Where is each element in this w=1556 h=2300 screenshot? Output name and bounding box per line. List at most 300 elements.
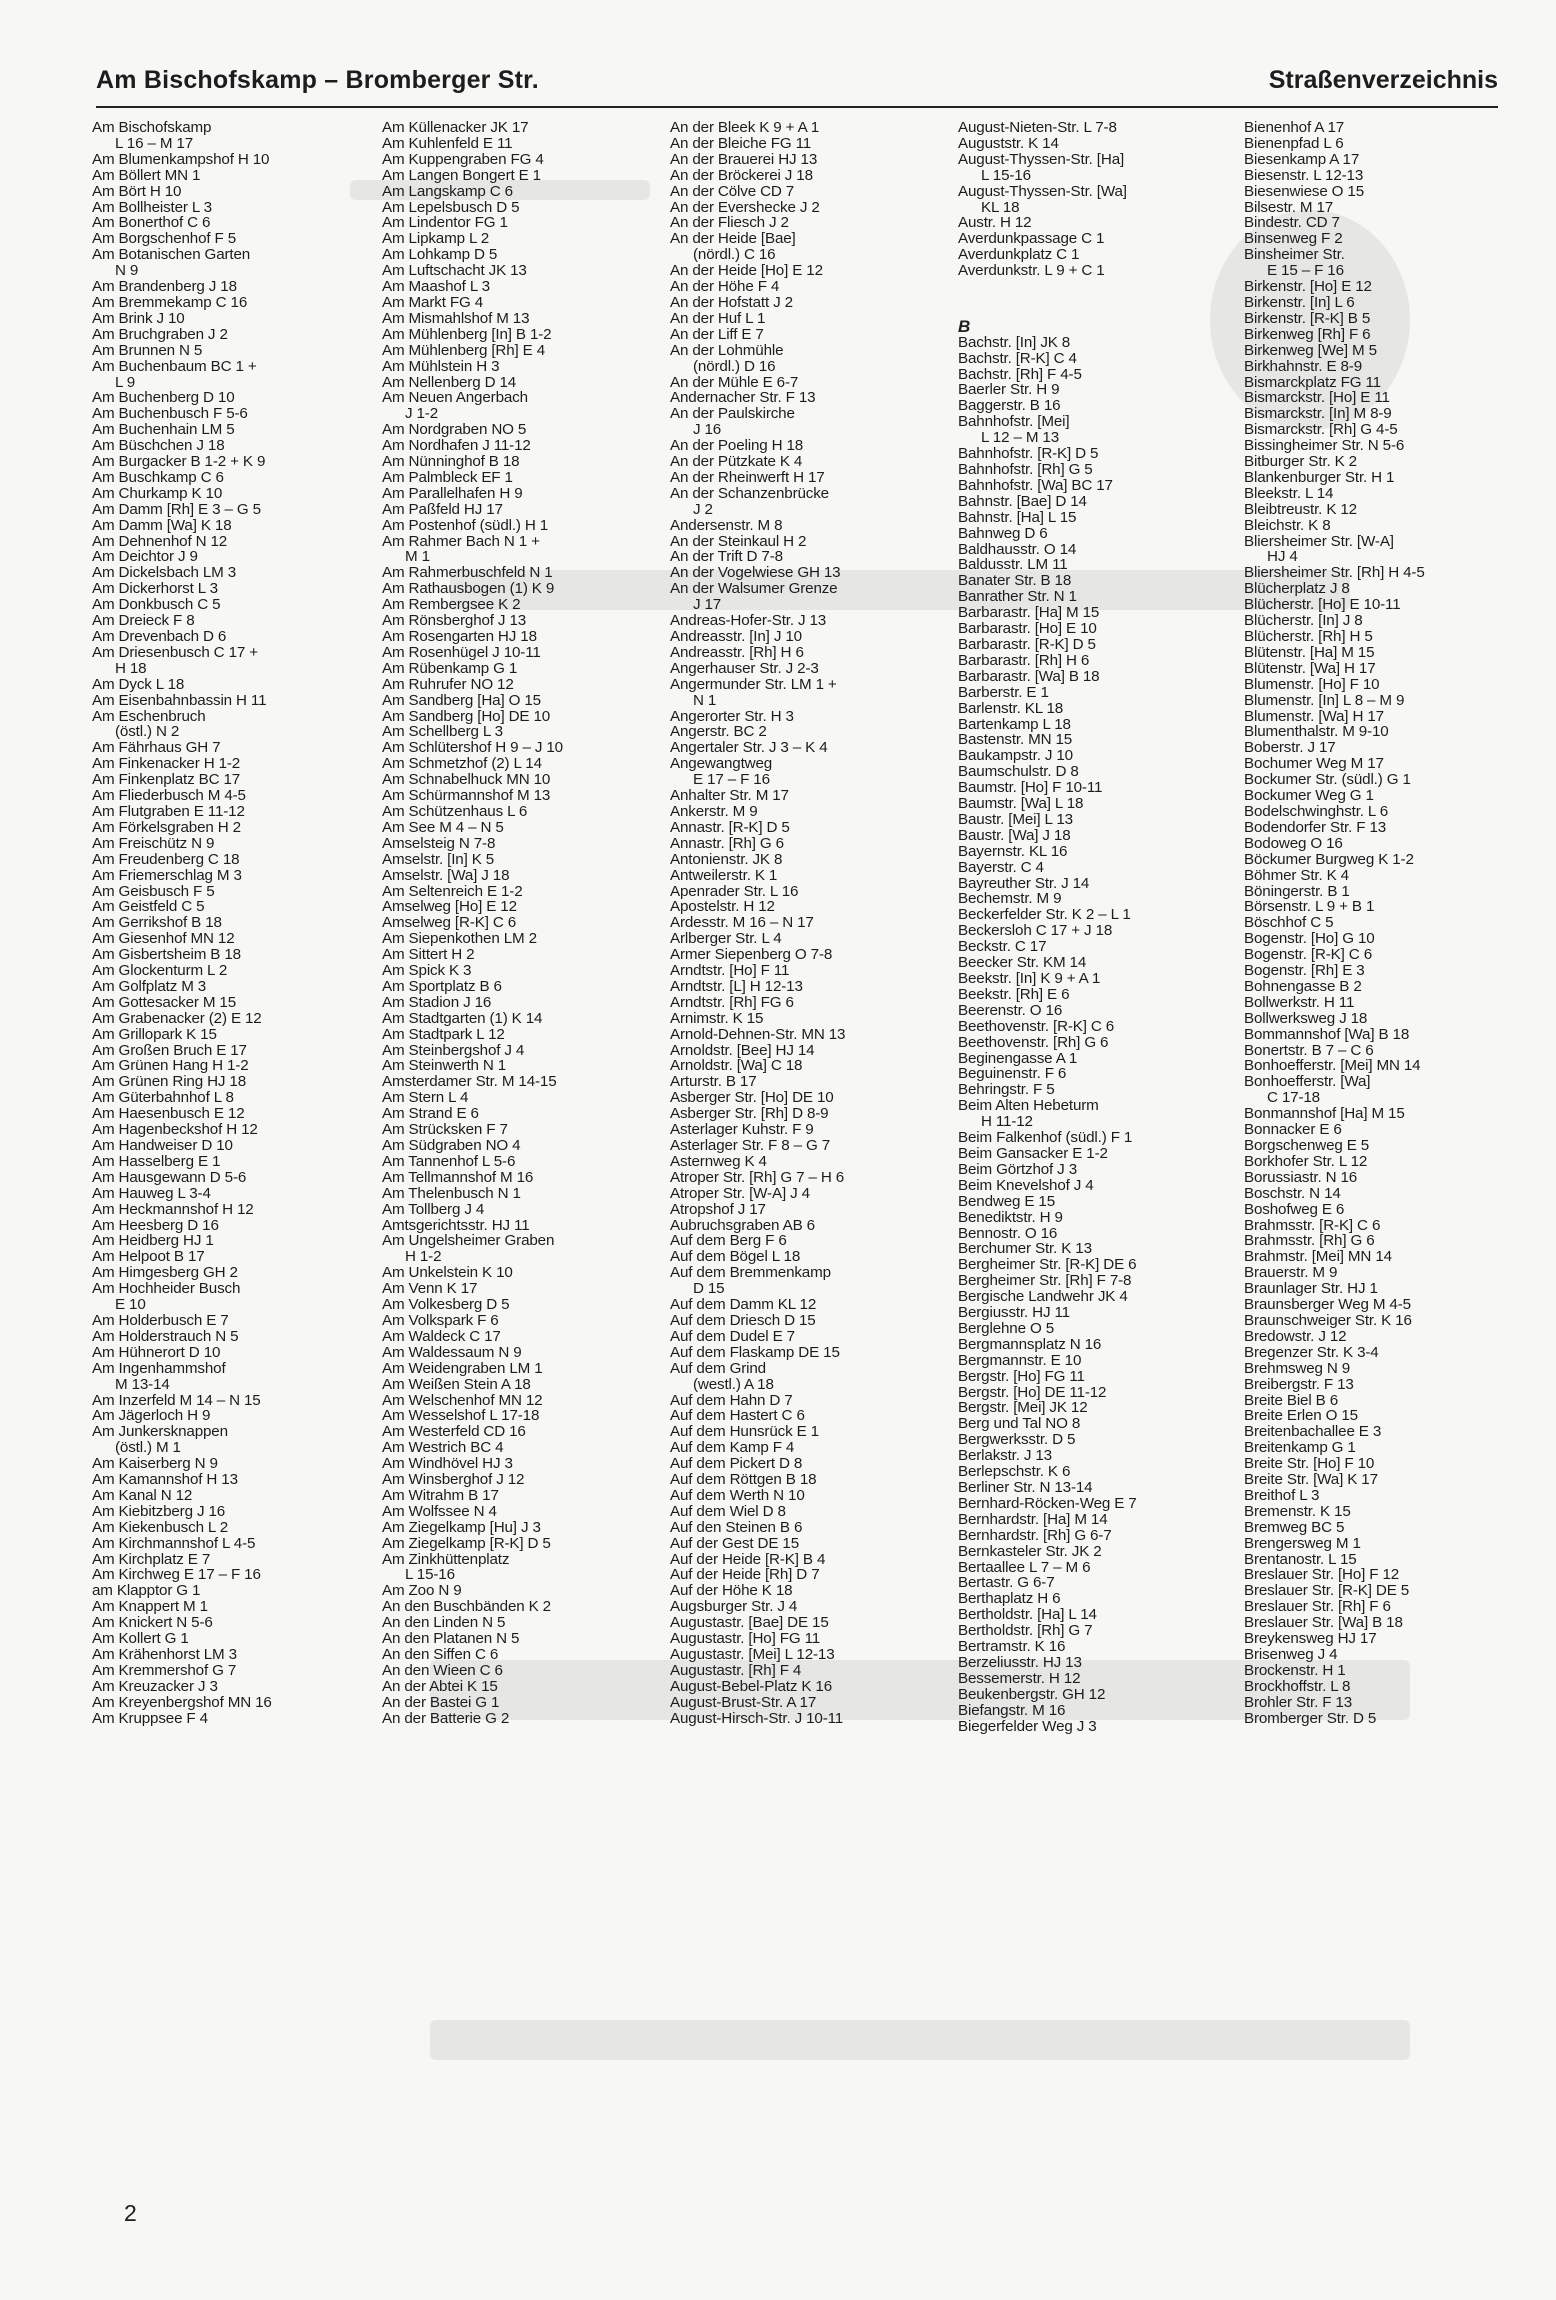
street-entry: Am Kirchmannshof L 4-5 (92, 1534, 256, 1552)
street-entry: Brahmsstr. [R-K] C 6 (1244, 1216, 1381, 1234)
street-entry: Am Rosenhügel J 10-11 (382, 643, 541, 661)
street-entry: An der Trift D 7-8 (670, 548, 783, 566)
street-entry: Baldusstr. LM 11 (958, 556, 1068, 574)
street-entry: Bertramstr. K 16 (958, 1638, 1066, 1656)
street-entry: Am Siepenkothen LM 2 (382, 930, 537, 948)
street-entry: Auguststr. K 14 (958, 134, 1059, 152)
column-5 (1244, 120, 1524, 1727)
page-number: 2 (124, 2200, 137, 2226)
street-entry: Am Stadtpark L 12 (382, 1025, 505, 1043)
street-entry: Braunlager Str. HJ 1 (1244, 1280, 1378, 1298)
street-entry: Am Bischofskamp (92, 119, 212, 136)
street-entry: Banrather Str. N 1 (958, 588, 1077, 606)
street-entry: Am Heidberg HJ 1 (92, 1232, 214, 1250)
street-entry: Blumenstr. [Wa] H 17 (1244, 707, 1384, 725)
street-entry: Berchumer Str. K 13 (958, 1240, 1092, 1258)
street-entry: Biesenkamp A 17 (1244, 150, 1360, 168)
street-entry-continuation: (nördl.) C 16 (693, 246, 776, 264)
street-entry: Biesenwiese O 15 (1244, 182, 1365, 200)
street-entry: Beim Falkenhof (südl.) F 1 (958, 1129, 1133, 1147)
street-entry: An der Cölve CD 7 (670, 182, 795, 200)
street-entry: Arndtstr. [L] H 12-13 (670, 977, 803, 995)
street-entry: Beckerfelder Str. K 2 – L 1 (958, 906, 1131, 924)
street-entry: Apostelstr. H 12 (670, 898, 775, 916)
street-entry: Amselweg [Ho] E 12 (382, 898, 517, 916)
street-entry: Bliersheimer Str. [Rh] H 4-5 (1244, 564, 1425, 582)
street-entry: Am Strand E 6 (382, 1105, 479, 1123)
street-entry: Blütenstr. [Wa] H 17 (1244, 659, 1376, 677)
street-entry: Bergstr. [Mei] JK 12 (958, 1399, 1088, 1417)
street-entry: Am Friemerschlag M 3 (92, 866, 242, 884)
street-entry: Blücherstr. [In] J 8 (1244, 612, 1363, 630)
street-entry: Am Kirchweg E 17 – F 16 (92, 1566, 261, 1584)
street-entry: Am Dickerhorst L 3 (92, 580, 218, 598)
street-entry: Amtsgerichtsstr. HJ 11 (382, 1216, 530, 1234)
street-entry: Auf dem Bögel L 18 (670, 1248, 801, 1266)
street-entry: Bayernstr. KL 16 (958, 842, 1068, 860)
street-entry: Am Brunnen N 5 (92, 341, 203, 359)
street-entry: Am Böllert MN 1 (92, 166, 201, 184)
street-entry: Am Mismahlshof M 13 (382, 309, 530, 327)
street-entry: Brahmstr. [Mei] MN 14 (1244, 1248, 1392, 1266)
street-entry: Am Witrahm B 17 (382, 1486, 499, 1504)
street-entry: Borussiastr. N 16 (1244, 1168, 1358, 1186)
street-entry: Böningerstr. B 1 (1244, 882, 1350, 900)
street-entry: Beginengasse A 1 (958, 1049, 1078, 1067)
street-entry: Banater Str. B 18 (958, 572, 1072, 590)
street-entry: Am Golfplatz M 3 (92, 977, 207, 995)
street-entry: Bismarckplatz FG 11 (1244, 373, 1381, 391)
street-entry: An der Poeling H 18 (670, 437, 804, 455)
street-entry: Am Lohkamp D 5 (382, 246, 498, 264)
street-entry: Bremweg BC 5 (1244, 1518, 1345, 1536)
street-entry: An der Vogelwiese GH 13 (670, 564, 841, 582)
street-entry: Am Windhövel HJ 3 (382, 1455, 513, 1473)
street-entry: Am Kanal N 12 (92, 1486, 193, 1504)
street-entry: Am Postenhof (südl.) H 1 (382, 516, 549, 534)
street-entry: Blumenthalstr. M 9-10 (1244, 723, 1389, 741)
street-entry-continuation: L 15-16 (981, 166, 1031, 184)
street-entry: An der Abtei K 15 (382, 1677, 498, 1695)
street-entry: Bahnhofstr. [Rh] G 5 (958, 461, 1093, 478)
street-entry: Am Finkenacker H 1-2 (92, 755, 241, 773)
street-entry-continuation: H 18 (115, 659, 147, 677)
street-entry: Brisenweg J 4 (1244, 1646, 1338, 1663)
street-entry: Bergische Landwehr JK 4 (958, 1288, 1128, 1306)
street-entry: Am Fliederbusch M 4-5 (92, 787, 246, 805)
street-entry: Amselstr. [Wa] J 18 (382, 866, 510, 884)
street-entry: Bahnhofstr. [R-K] D 5 (958, 445, 1099, 463)
street-entry: An der Evershecke J 2 (670, 198, 820, 216)
street-entry: Bertaallee L 7 – M 6 (958, 1558, 1091, 1576)
street-entry: Angertaler Str. J 3 – K 4 (670, 739, 828, 757)
street-entry: Braunsberger Weg M 4-5 (1244, 1296, 1411, 1314)
street-entry: An der Bröckerei J 18 (670, 166, 813, 184)
street-entry: Bodoweg O 16 (1244, 834, 1343, 852)
street-entry: Am Förkelsgraben H 2 (92, 818, 241, 836)
street-entry: An der Mühle E 6-7 (670, 373, 799, 391)
street-entry: An der Steinkaul H 2 (670, 532, 807, 550)
street-entry: Bahnstr. [Ha] L 15 (958, 508, 1077, 526)
street-entry: Am Kuppengraben FG 4 (382, 150, 544, 168)
street-entry: Binsheimer Str. (1244, 246, 1345, 264)
street-entry: Breite Biel B 6 (1244, 1391, 1338, 1409)
street-entry: Blankenburger Str. H 1 (1244, 468, 1395, 486)
street-entry: Bonhoefferstr. [Wa] (1244, 1073, 1371, 1091)
street-entry: Am Kuhlenfeld E 11 (382, 134, 513, 152)
street-entry: Am Eschenbruch (92, 707, 206, 725)
street-entry: An der Schanzenbrücke (670, 484, 829, 502)
street-entry: Am Kollert G 1 (92, 1630, 189, 1648)
street-entry: Am Weißen Stein A 18 (382, 1375, 531, 1393)
street-entry: Baerler Str. H 9 (958, 381, 1060, 399)
street-entry: Bernhardstr. [Ha] M 14 (958, 1510, 1108, 1528)
street-entry: Am Sportplatz B 6 (382, 977, 502, 995)
street-entry: Beethovenstr. [Rh] G 6 (958, 1033, 1109, 1051)
street-entry: Bienenhof A 17 (1244, 119, 1345, 136)
street-entry: Beim Gansacker E 1-2 (958, 1144, 1108, 1162)
street-entry: Am Deichtor J 9 (92, 548, 198, 566)
street-entry: Am Grünen Ring HJ 18 (92, 1073, 247, 1091)
street-entry: Auf dem Berg F 6 (670, 1232, 787, 1250)
street-entry: Auf dem Driesch D 15 (670, 1311, 816, 1329)
street-entry: Am Winsberghof J 12 (382, 1471, 525, 1489)
street-entry: Am Paßfeld HJ 17 (382, 500, 503, 518)
street-entry: Am Mühlstein H 3 (382, 357, 500, 375)
street-entry: Am Volkspark F 6 (382, 1311, 499, 1329)
street-entry: Blücherplatz J 8 (1244, 580, 1350, 598)
street-entry-continuation: (östl.) N 2 (115, 723, 180, 741)
street-entry: Boberstr. J 17 (1244, 739, 1336, 757)
street-entry: Bergmannsplatz N 16 (958, 1335, 1102, 1353)
street-entry: Am Handweiser D 10 (92, 1137, 233, 1154)
street-entry: Ankerstr. M 9 (670, 802, 758, 820)
street-entry: Am Fährhaus GH 7 (92, 739, 221, 757)
street-entry: Baumschulstr. D 8 (958, 763, 1079, 781)
street-entry: Breite Str. [Ho] F 10 (1244, 1455, 1375, 1473)
street-entry: Beim Knevelshof J 4 (958, 1176, 1094, 1194)
street-entry: Baumstr. [Ho] F 10-11 (958, 779, 1103, 797)
street-entry: Antweilerstr. K 1 (670, 866, 778, 884)
street-entry: Birkenweg [We] M 5 (1244, 341, 1377, 359)
street-entry: Bachstr. [In] JK 8 (958, 333, 1071, 351)
street-entry: Am Drevenbach D 6 (92, 628, 227, 645)
street-entry: Baldhausstr. O 14 (958, 540, 1077, 558)
column-1 (92, 120, 372, 1727)
street-entry: Averdunkplatz C 1 (958, 246, 1080, 264)
street-entry: Am Finkenplatz BC 17 (92, 771, 241, 789)
street-entry: Bregenzer Str. K 3-4 (1244, 1343, 1379, 1361)
street-entry: Am Großen Bruch E 17 (92, 1041, 247, 1059)
street-entry: Bodendorfer Str. F 13 (1244, 818, 1387, 836)
street-entry: Am Buchenberg D 10 (92, 389, 235, 407)
street-entry: Atroper Str. [Rh] G 7 – H 6 (670, 1168, 845, 1186)
street-entry: Beekstr. [In] K 9 + A 1 (958, 970, 1101, 987)
street-entry: Asberger Str. [Ho] DE 10 (670, 1089, 834, 1107)
street-entry: Bachstr. [Rh] F 4-5 (958, 365, 1082, 383)
street-entry: Auf dem Hunsrück E 1 (670, 1423, 819, 1441)
street-entry: Am Südgraben NO 4 (382, 1137, 521, 1154)
street-entry: Am Holderstrauch N 5 (92, 1327, 239, 1345)
street-entry: Am Kreyenbergshof MN 16 (92, 1693, 272, 1711)
street-entry-continuation: J 17 (693, 596, 722, 614)
street-entry: Augustastr. [Ho] FG 11 (670, 1630, 821, 1648)
street-entry: Auf dem Flaskamp DE 15 (670, 1343, 840, 1361)
street-entry-continuation: E 15 – F 16 (1267, 262, 1344, 280)
street-entry: Am Steinbergshof J 4 (382, 1041, 525, 1059)
street-entry: Am Dehnenhof N 12 (92, 532, 228, 550)
street-entry: An der Pützkate K 4 (670, 453, 803, 471)
street-entry: Am Heckmannshof H 12 (92, 1200, 254, 1218)
street-entry: Am Luftschacht JK 13 (382, 262, 527, 280)
street-entry: Am Buchenbaum BC 1 + (92, 357, 257, 375)
street-entry: An den Buschbänden K 2 (382, 1598, 551, 1616)
street-entry: An der Heide [Ho] E 12 (670, 262, 823, 280)
street-entry: Am Nünninghof B 18 (382, 453, 520, 471)
street-entry: Bechemstr. M 9 (958, 890, 1062, 908)
street-entry: Auf dem Werth N 10 (670, 1486, 805, 1504)
street-entry: Am Ziegelkamp [R-K] D 5 (382, 1534, 551, 1552)
street-entry: Bahnweg D 6 (958, 524, 1048, 542)
street-entry: Bleekstr. L 14 (1244, 484, 1334, 502)
street-entry: Arnoldstr. [Wa] C 18 (670, 1057, 803, 1075)
street-entry: Am Donkbusch C 5 (92, 596, 221, 614)
street-entry: Brohler Str. F 13 (1244, 1693, 1353, 1711)
street-entry: Am Kamannshof H 13 (92, 1471, 238, 1489)
street-entry-continuation: (westl.) A 18 (693, 1375, 774, 1393)
street-entry: Beerenstr. O 16 (958, 1001, 1063, 1019)
street-entry: Am Grünen Hang H 1-2 (92, 1057, 249, 1075)
street-entry: Am Buschkamp C 6 (92, 468, 224, 486)
street-entry: Am Mühlenberg [In] B 1-2 (382, 325, 552, 343)
section-letter: B (958, 316, 971, 336)
spacer (958, 279, 1238, 295)
street-entry-continuation: L 9 (115, 373, 136, 391)
street-entry: Bismarckstr. [Ho] E 11 (1244, 389, 1390, 407)
street-entry: Am Tellmannshof M 16 (382, 1168, 534, 1186)
street-entry: Birkenstr. [In] L 6 (1244, 293, 1355, 311)
street-entry: Behringstr. F 5 (958, 1081, 1055, 1099)
street-entry: Auf dem Kamp F 4 (670, 1439, 795, 1457)
street-entry: Augustastr. [Bae] DE 15 (670, 1614, 829, 1632)
street-entry: Am Waldeck C 17 (382, 1327, 501, 1345)
street-entry-continuation: N 9 (115, 262, 139, 280)
street-entry: Am Westrich BC 4 (382, 1439, 504, 1457)
street-entry: Barberstr. E 1 (958, 683, 1049, 701)
street-entry: Am Gerrikshof B 18 (92, 914, 222, 932)
street-entry: Bohnengasse B 2 (1244, 977, 1362, 995)
spacer (958, 295, 1238, 311)
street-entry: Am Freischütz N 9 (92, 834, 215, 852)
street-entry: Am Giesenhof MN 12 (92, 930, 235, 948)
street-entry: Am Holderbusch E 7 (92, 1311, 229, 1329)
street-entry: Am Flutgraben E 11-12 (92, 802, 245, 820)
street-entry: Benediktstr. H 9 (958, 1208, 1063, 1226)
street-entry: Angermunder Str. LM 1 + (670, 675, 837, 693)
page-title-range: Am Bischofskamp – Bromberger Str. (96, 66, 539, 94)
street-entry: An der Hofstatt J 2 (670, 293, 793, 311)
street-entry: Auf dem Pickert D 8 (670, 1455, 803, 1473)
street-entry: Am Rembergsee K 2 (382, 596, 521, 614)
street-entry: Am Brandenberg J 18 (92, 278, 237, 296)
street-entry: Bartenkamp L 18 (958, 715, 1071, 733)
street-entry: Am Markt FG 4 (382, 293, 483, 311)
street-entry: Am Hagenbeckshof H 12 (92, 1121, 258, 1139)
street-entry: An der Paulskirche (670, 405, 795, 423)
street-entry: Am Dreieck F 8 (92, 612, 195, 630)
street-entry: An der Batterie G 2 (382, 1709, 510, 1727)
street-entry: Blütenstr. [Ha] M 15 (1244, 643, 1375, 661)
street-entry: Aubruchsgraben AB 6 (670, 1216, 815, 1234)
street-entry: Beekstr. [Rh] E 6 (958, 985, 1070, 1003)
street-entry: Am Schnabelhuck MN 10 (382, 771, 551, 789)
street-entry: Baggerstr. B 16 (958, 397, 1061, 415)
street-entry: Bockumer Str. (südl.) G 1 (1244, 771, 1411, 789)
street-entry: Bitburger Str. K 2 (1244, 453, 1357, 471)
street-entry: Bennostr. O 16 (958, 1224, 1058, 1242)
street-entry: Bergiusstr. HJ 11 (958, 1304, 1070, 1322)
street-entry-continuation: HJ 4 (1267, 548, 1298, 566)
street-entry: Am Neuen Angerbach (382, 389, 528, 407)
street-entry: Am Stadion J 16 (382, 993, 492, 1011)
street-entry: Bahnhofstr. [Wa] BC 17 (958, 476, 1113, 494)
street-entry: Am Jägerloch H 9 (92, 1407, 211, 1425)
street-entry: Arturstr. B 17 (670, 1073, 757, 1091)
street-entry: Breite Str. [Wa] K 17 (1244, 1471, 1378, 1489)
street-entry: Am Schellberg L 3 (382, 723, 503, 741)
street-entry-continuation: E 17 – F 16 (693, 771, 770, 789)
street-entry: Am Ziegelkamp [Hu] J 3 (382, 1518, 541, 1536)
street-entry: An der Höhe F 4 (670, 278, 780, 296)
street-entry: Amsterdamer Str. M 14-15 (382, 1073, 557, 1091)
street-entry-continuation: H 1-2 (405, 1248, 442, 1266)
street-entry: An den Platanen N 5 (382, 1630, 520, 1648)
street-entry: Am Glockenturm L 2 (92, 962, 228, 980)
street-entry: Böschhof C 5 (1244, 914, 1334, 932)
street-entry: Bredowstr. J 12 (1244, 1327, 1347, 1345)
street-entry: Auf der Gest DE 15 (670, 1534, 799, 1552)
street-entry: Am Küllenacker JK 17 (382, 119, 529, 136)
street-entry: Am Wesselshof L 17-18 (382, 1407, 540, 1425)
street-entry-continuation: L 15-16 (405, 1566, 455, 1584)
street-entry: Am Steinwerth N 1 (382, 1057, 507, 1075)
street-entry: Atropshof J 17 (670, 1200, 766, 1218)
street-entry: Am Hasselberg E 1 (92, 1152, 221, 1170)
street-entry: Am Driesenbusch C 17 + (92, 643, 258, 661)
street-entry: Bromberger Str. D 5 (1244, 1709, 1377, 1727)
street-entry: Am Nordgraben NO 5 (382, 421, 527, 439)
street-entry: Andreasstr. [Rh] H 6 (670, 643, 804, 661)
street-entry: Amselsteig N 7-8 (382, 834, 496, 852)
street-entry: Beim Alten Hebeturm (958, 1097, 1099, 1115)
street-entry: Binsenweg F 2 (1244, 230, 1343, 248)
street-entry: Arnold-Dehnen-Str. MN 13 (670, 1025, 846, 1043)
street-entry: Arndtstr. [Rh] FG 6 (670, 993, 794, 1011)
street-entry: Breslauer Str. [Rh] F 6 (1244, 1598, 1391, 1616)
street-entry: Am Botanischen Garten (92, 246, 251, 264)
street-entry: Augustastr. [Rh] F 4 (670, 1661, 802, 1679)
street-entry: Am Langskamp C 6 (382, 182, 513, 200)
street-entry: Berzeliusstr. HJ 13 (958, 1653, 1082, 1671)
street-entry: An den Linden N 5 (382, 1614, 506, 1632)
street-entry: August-Thyssen-Str. [Wa] (958, 182, 1127, 200)
street-entry: Breithof L 3 (1244, 1486, 1320, 1504)
street-entry-continuation: KL 18 (981, 198, 1020, 216)
street-entry: Am Rosengarten HJ 18 (382, 628, 537, 645)
column-4 (958, 120, 1238, 1735)
street-entry: Am Junkersknappen (92, 1423, 228, 1441)
street-entry: Boshofweg E 6 (1244, 1200, 1345, 1218)
street-entry: Bayerstr. C 4 (958, 858, 1044, 876)
street-entry: Baustr. [Mei] L 13 (958, 810, 1073, 828)
street-entry: Barbarastr. [R-K] D 5 (958, 635, 1096, 653)
street-entry: August-Thyssen-Str. [Ha] (958, 150, 1125, 168)
street-entry: Brahmsstr. [Rh] G 6 (1244, 1232, 1375, 1250)
street-entry: Bertholdstr. [Ha] L 14 (958, 1606, 1097, 1624)
street-entry: Bonhoefferstr. [Mei] MN 14 (1244, 1057, 1421, 1075)
street-entry: Beim Görtzhof J 3 (958, 1160, 1077, 1178)
street-entry: Bogenstr. [Rh] E 3 (1244, 962, 1365, 980)
street-entry: Am Knickert N 5-6 (92, 1614, 213, 1632)
street-entry: Bernkasteler Str. JK 2 (958, 1542, 1102, 1560)
street-entry: Am Kremmershof G 7 (92, 1661, 237, 1679)
street-entry: Berlakstr. J 13 (958, 1447, 1052, 1465)
street-entry: Am Kruppsee F 4 (92, 1709, 208, 1727)
street-entry: Bochumer Weg M 17 (1244, 755, 1384, 773)
street-entry: Auf dem Damm KL 12 (670, 1296, 817, 1314)
street-entry: Arnimstr. K 15 (670, 1009, 764, 1027)
street-entry: Am Sandberg [Ha] O 15 (382, 691, 541, 709)
street-entry-continuation: N 1 (693, 691, 717, 709)
street-entry-continuation: M 1 (405, 548, 430, 566)
street-entry: Beckstr. C 17 (958, 938, 1047, 956)
street-entry: Am Bollheister L 3 (92, 198, 212, 216)
street-entry: Am Weidengraben LM 1 (382, 1359, 543, 1377)
street-entry: Brockenstr. H 1 (1244, 1661, 1346, 1679)
street-entry: Am Hochheider Busch (92, 1280, 241, 1298)
street-entry: Auf der Heide [Rh] D 7 (670, 1566, 820, 1584)
street-entry: Am Tannenhof L 5-6 (382, 1152, 516, 1170)
street-entry: Beguinenstr. F 6 (958, 1065, 1067, 1083)
street-entry: Am Sandberg [Ho] DE 10 (382, 707, 551, 725)
street-entry: An den Wieen C 6 (382, 1661, 503, 1679)
street-entry: Am Freudenberg C 18 (92, 850, 240, 868)
street-entry: Am Himgesberg GH 2 (92, 1264, 238, 1282)
street-entry: Asternweg K 4 (670, 1152, 767, 1170)
street-entry: Bommannshof [Wa] B 18 (1244, 1025, 1410, 1043)
street-entry: Biesenstr. L 12-13 (1244, 166, 1364, 184)
street-entry: Am Westerfeld CD 16 (382, 1423, 526, 1441)
street-entry: Breslauer Str. [Ho] F 12 (1244, 1566, 1400, 1584)
street-entry: Am Thelenbusch N 1 (382, 1184, 521, 1202)
street-entry: Bastenstr. MN 15 (958, 731, 1073, 749)
street-entry: Arnoldstr. [Bee] HJ 14 (670, 1041, 815, 1059)
street-entry: Am Seltenreich E 1-2 (382, 882, 523, 900)
street-entry-continuation: H 11-12 (981, 1113, 1033, 1131)
street-entry: Bismarckstr. [In] M 8-9 (1244, 405, 1392, 423)
street-entry: Am Lepelsbusch D 5 (382, 198, 520, 216)
street-entry: Auf dem Wiel D 8 (670, 1502, 786, 1520)
street-entry: Birkenstr. [R-K] B 5 (1244, 309, 1371, 327)
street-entry-continuation: M 13-14 (115, 1375, 170, 1393)
street-entry: Barbarastr. [Ho] E 10 (958, 620, 1097, 638)
street-entry: Börsenstr. L 9 + B 1 (1244, 898, 1375, 916)
street-entry: Bessemerstr. H 12 (958, 1669, 1081, 1687)
street-entry: Am Helpoot B 17 (92, 1248, 205, 1266)
street-entry: Beckersloh C 17 + J 18 (958, 922, 1113, 940)
street-entry: Arndtstr. [Ho] F 11 (670, 962, 790, 980)
street-entry: An der Rheinwerft H 17 (670, 468, 825, 486)
